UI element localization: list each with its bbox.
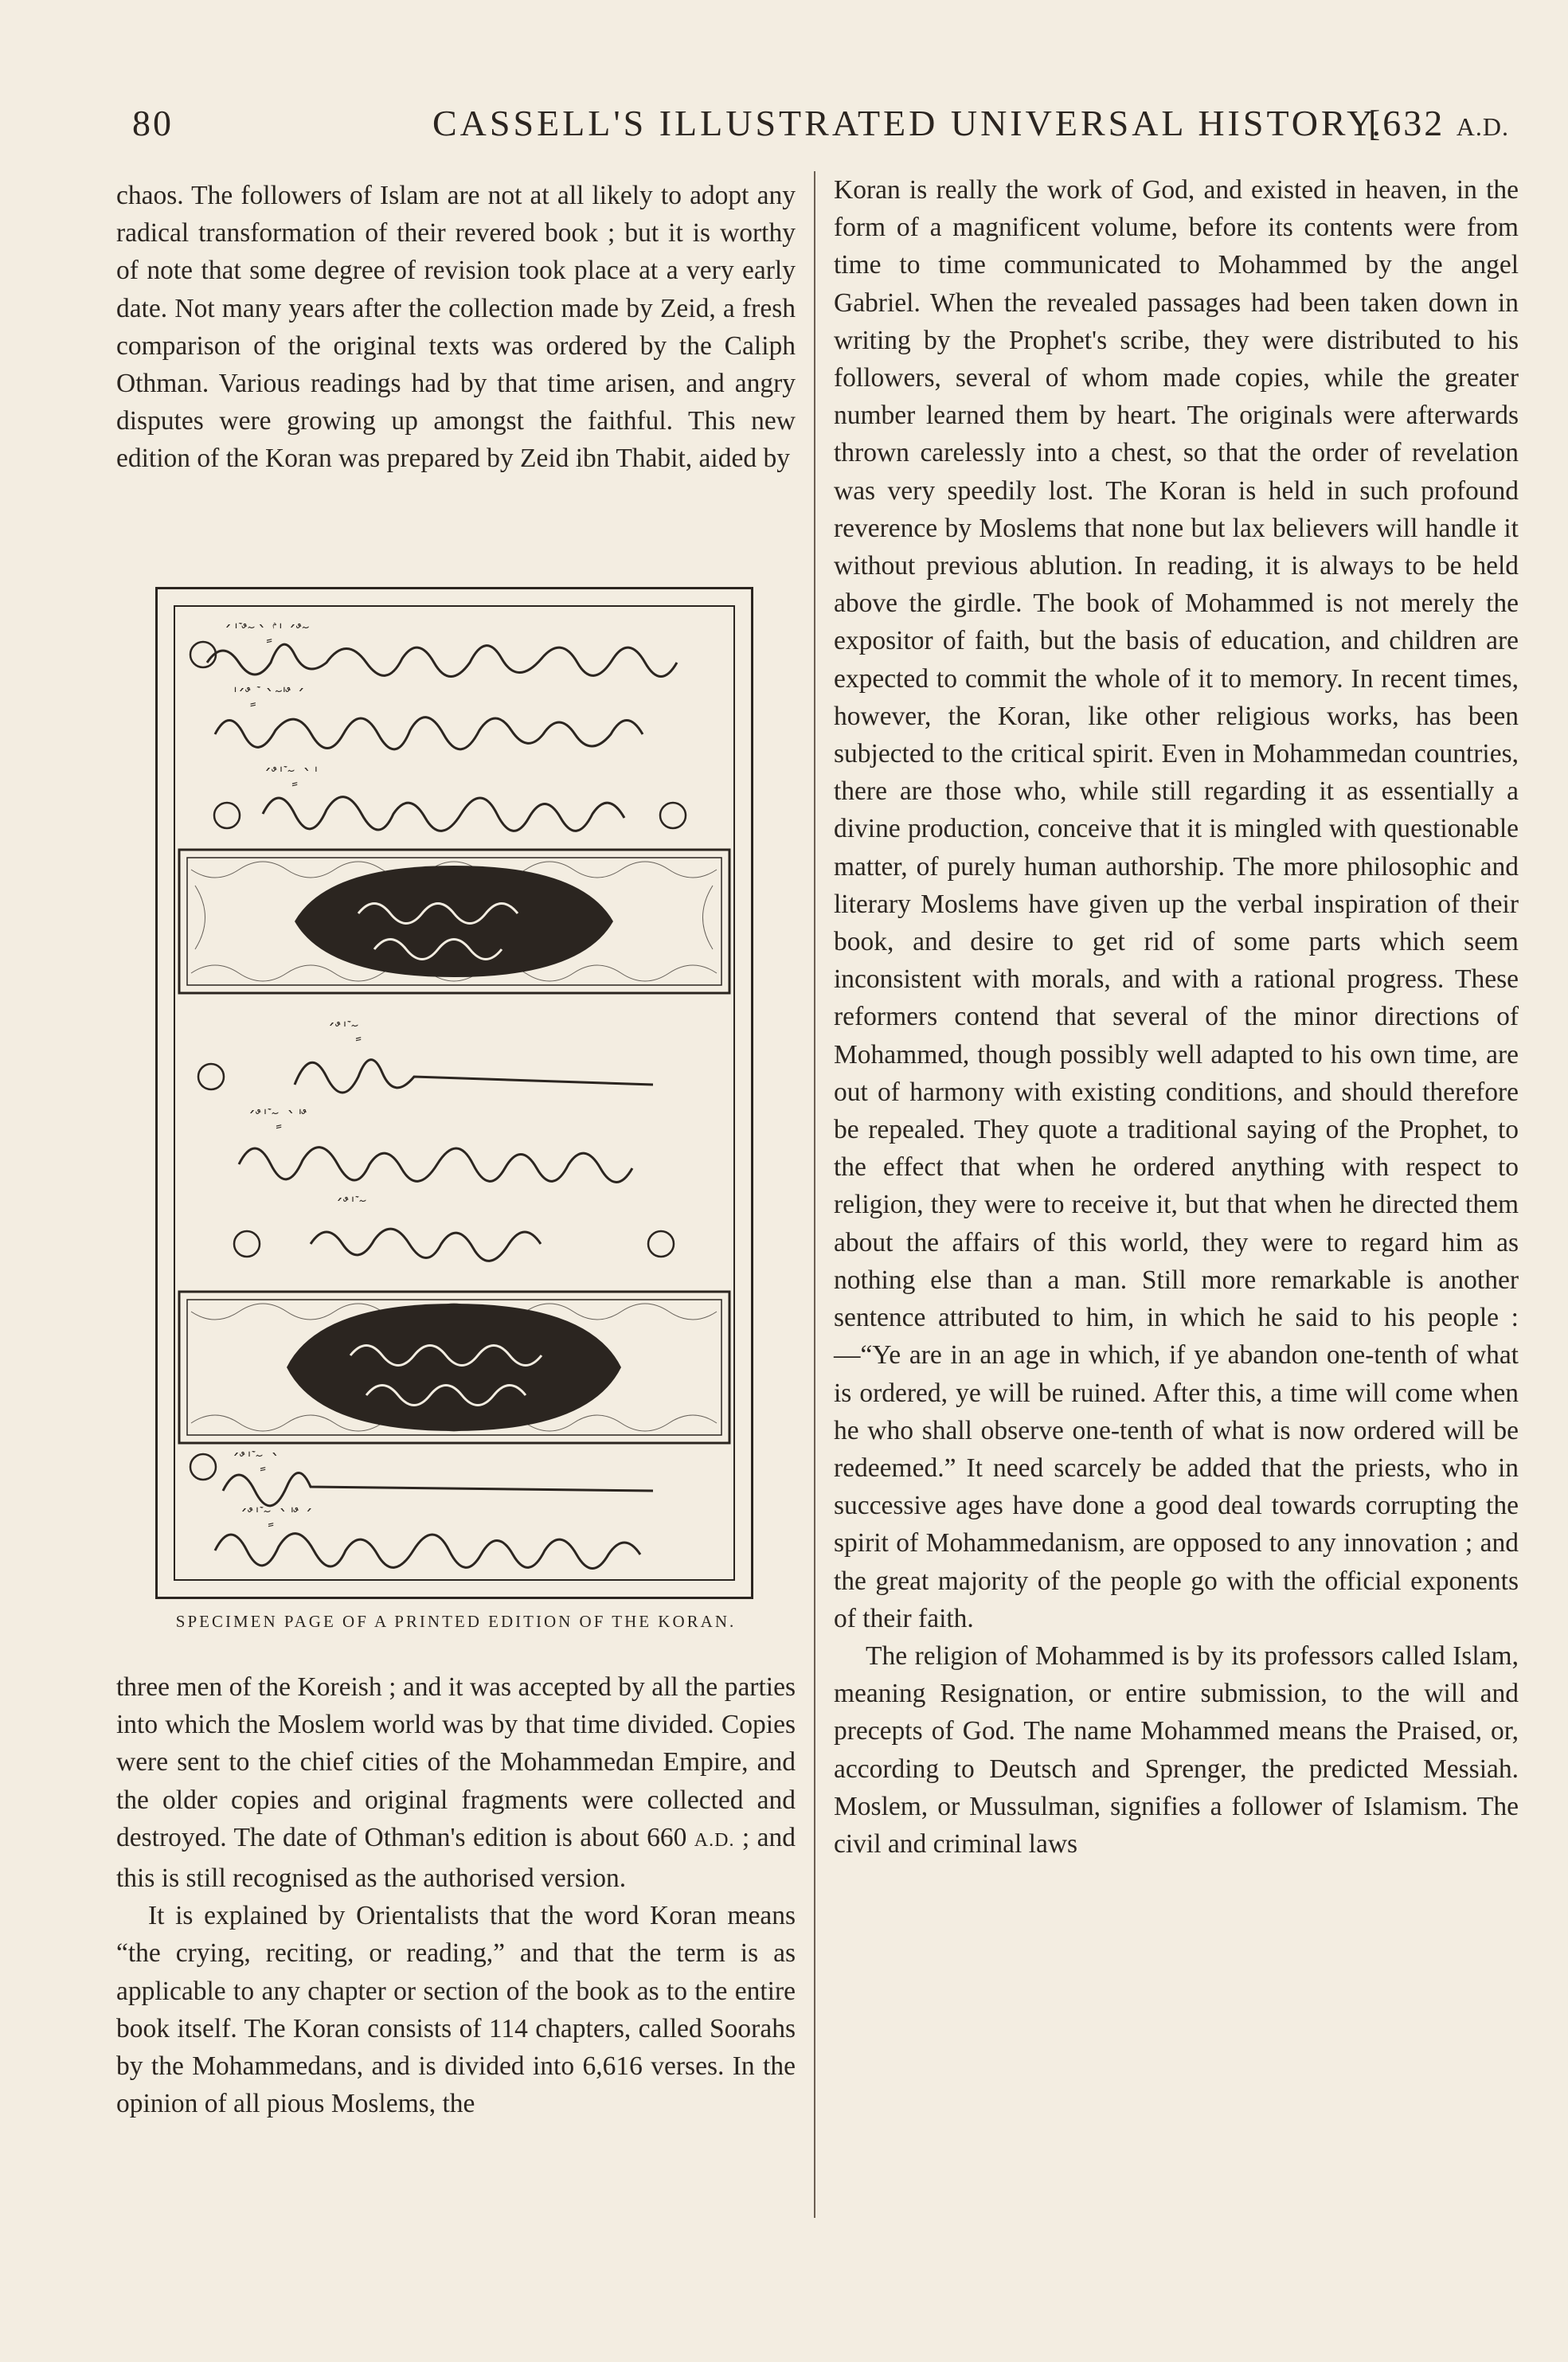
svg-text:ˊ ٌ ٰ ۡ ٓ ٍ ˋ: ˊ ٌ ٰ ۡ ٓ ٍ ˋ (231, 1452, 280, 1472)
era-abbreviation: A.D. (694, 1829, 735, 1851)
paragraph: It is explained by Orientalists that the word Koran means “the crying, reciting, or reading,” and that the term is as applicable to any chapter or section of the book as to the entire book itself. The Koran consists of 114 chapters, called Soorahs by the Mohammedans, and is divided into 6,616 verses. In the opinion of all pious Moslems, the (116, 1901, 796, 2119)
running-title: CASSELL'S ILLUSTRATED UNIVERSAL HISTORY. (432, 103, 1384, 143)
date-marker (1368, 102, 1509, 144)
svg-text:ˊ ٰ ۡ ٌ ٓ ˋ ٍ ۢ ٰ ˊ ٌ ٓ: ˊ ٰ ۡ ٌ ٓ ˋ ٍ ۢ ٰ ˊ ٌ ٓ (223, 624, 307, 643)
right-column (834, 171, 1519, 1863)
paragraph: Koran is really the work of God, and existed in heaven, in the form of a magnificent volume, before its contents were from time to time communicated to Mohammed by the angel Gabriel. When the revealed passages had been taken down in writing by the Prophet's scribe, they were distributed to his followers, several of whom made copies, while the greater number learned them by heart. The originals were afterwards thrown carelessly into a chest, so that the order of revelation was very speedily lost. The Koran is held in such profound reverence by Moslems that none but lax believers will handle it without previous ablution. In reading, it is always to be held above the girdle. The book of Mohammed is not merely the expositor of faith, but the basis of education, and children are expected to commit the whole of it to memory. In recent times, however, the Koran, like other religious works, has been subjected to the critical spirit. Even in Mohammedan countries, there are those who, while still regarding it as essentially a divine production, conceive that it is mingled with questionable matter, of purely human authorship. The more philosophic and literary Moslems have given up the verbal inspiration of their book, and desire to get rid of some parts which seem inconsistent with morals, and with a rational progress. These reformers contend that several of the minor directions of Mohammed, though possibly well adapted to his own time, are out of harmony with existing conditions, and should therefore be repealed. They quote a traditional saying of the Prophet, to the effect that when he ordered anything with respect to religion, they were to receive it, but that when he directed them about the affairs of this world, they were to regard him as nothing else than a man. Still more remarkable is another sentence attributed to him, in which he said to his people :—“Ye are in an age in which, if ye abandon one-tenth of what is ordered, ye will be ruined. After this, a time will come when he who shall observe one-tenth of what is now ordered will be redeemed.” It need scarcely be added that the priests, who in successive ages have done a good deal towards corrupting the spirit of Mohammedanism, are opposed to any innovation ; and the great majority of the people go with the official exponents of their faith. (834, 175, 1519, 1633)
left-column-top (116, 177, 796, 478)
paragraph (116, 1668, 796, 1897)
arabic-calligraphy-image (175, 607, 733, 1579)
koran-specimen-illustration (155, 587, 753, 1599)
running-header (0, 102, 1568, 150)
svg-text:ˊ ٌ ٰ ۡ ٓ ٍ ˋ ٰ: ˊ ٌ ٰ ۡ ٓ ٍ ˋ ٰ (263, 767, 318, 787)
svg-text:ˊ ٌ ٰ ۡ ٓ ٍ ˋ ٰ ٌ ˊ: ˊ ٌ ٰ ۡ ٓ ٍ ˋ ٰ ٌ ˊ (239, 1508, 313, 1527)
svg-text:ˊ ٌ ٰ ۡ ٓ: ˊ ٌ ٰ ۡ ٓ (334, 1197, 364, 1217)
illustration-frame (174, 605, 735, 1581)
paragraph-text: ; and this is still recognised as the authorised version. (116, 1822, 796, 1894)
date-year: [632 (1367, 103, 1445, 143)
paragraph-text: three men of the Koreish ; and it was accepted by all the parties into which the Moslem world was by that time divided. Copies were sent to the chief cities of the Mohammedan Empire, and the older copies and original fragments were collected and destroyed. The date of Othman's edition is about 660 (116, 1672, 796, 1852)
figure-caption: SPECIMEN PAGE OF A PRINTED EDITION OF THE KORAN. (175, 1612, 737, 1631)
paragraph: The religion of Mohammed is by its professors called Islam, meaning Resignation, or entire submission, to the will and precepts of God. The name Mohammed means the Praised, or, according to Deutsch and Sprenger, the predicted Messiah. Moslem, or Mussulman, signifies a follower of Islamism. The civil and criminal laws (834, 1640, 1519, 1859)
svg-text:ˊ ٌ ٰ ۡ ٓ ٍ ˋ ٰ ٌ: ˊ ٌ ٰ ۡ ٓ ٍ ˋ ٰ ٌ (247, 1109, 307, 1129)
left-column-bottom (116, 1668, 796, 2122)
svg-text:ˊ ٌ ٰ ۡ ٓ ٍ: ˊ ٌ ٰ ۡ ٓ ٍ (327, 1022, 362, 1042)
date-era: A.D. (1456, 112, 1509, 141)
paragraph: chaos. The followers of Islam are not at all likely to adopt any radical transformation of their revered book ; but it is worthy of note that some degree of revision took place at a very early date. Not many years after the collection made by Zeid, a fresh comparison of the original texts was ordered by the Caliph Othman. Various readings had by that time arisen, and angry disputes were growing up amongst the faithful. This new edition of the Koran was prepared by Zeid ibn Thabit, aided by (116, 181, 796, 474)
svg-text:ٰ ˊ ٌ ٍ ۡ ˋ ٓ ٰ ٌ ˊ: ٰ ˊ ٌ ٍ ۡ ˋ ٓ ٰ ٌ ˊ (231, 687, 305, 707)
column-rule (814, 171, 815, 2218)
page-number: 80 (132, 103, 174, 143)
